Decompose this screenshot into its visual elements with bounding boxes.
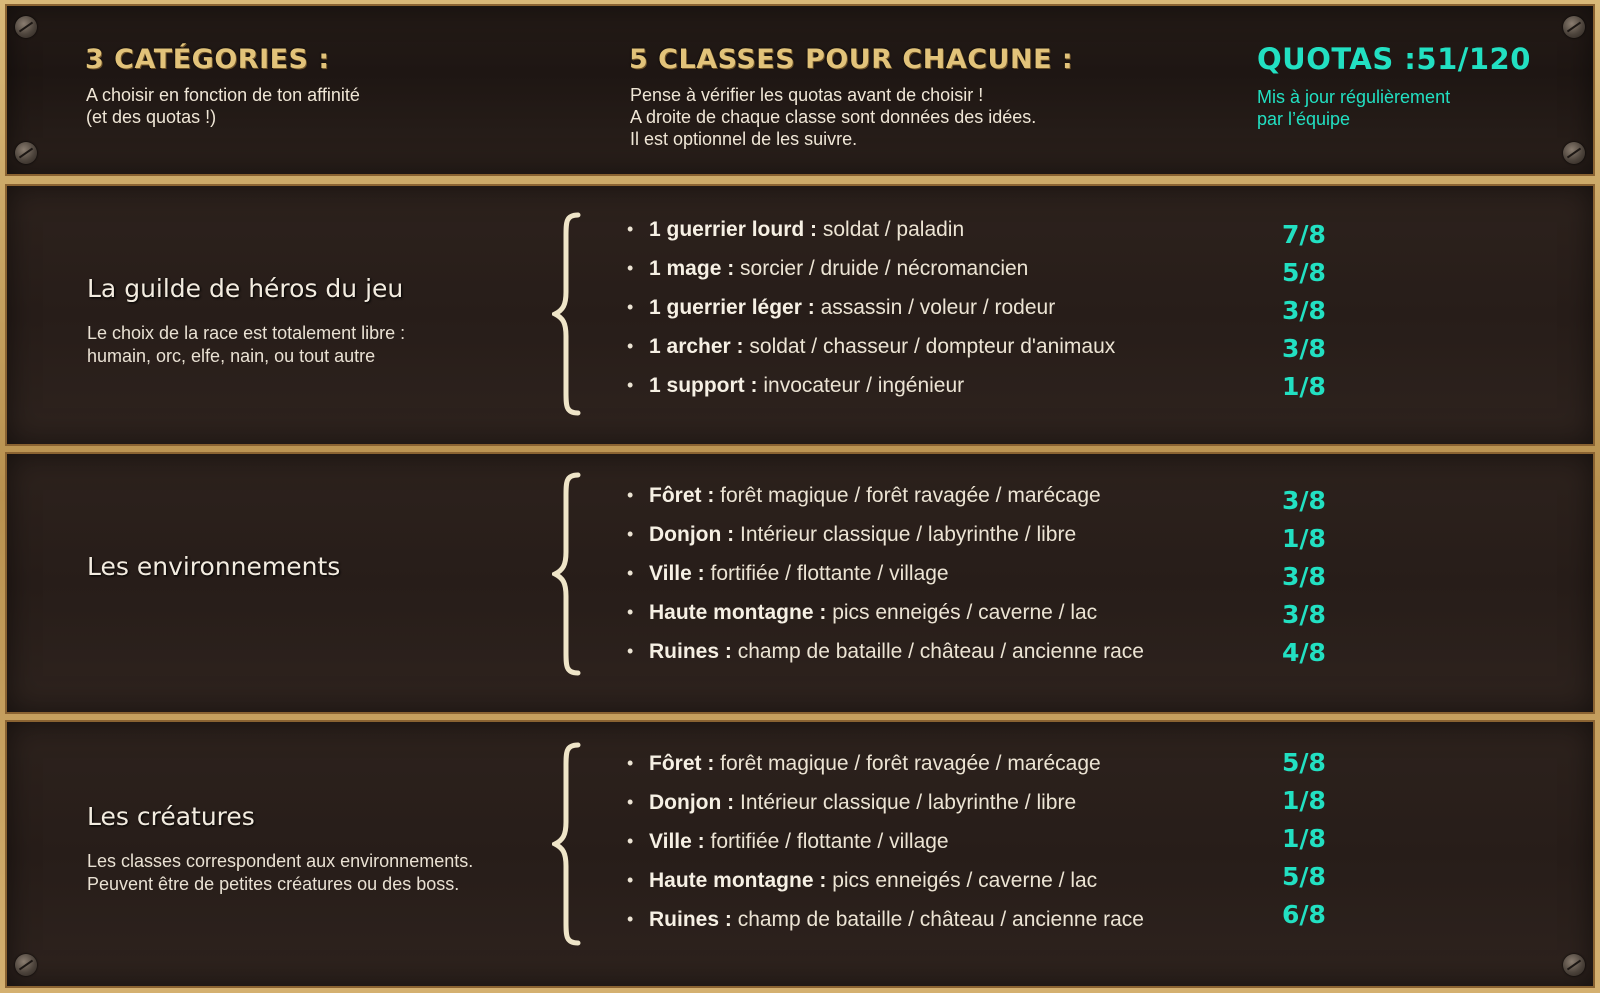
- list-item: • Fôret : forêt magique / forêt ravagée / marécage: [625, 476, 1144, 515]
- list-item: • Haute montagne : pics enneigés / caverne / lac: [625, 593, 1144, 632]
- quota-value: 6/8: [1282, 900, 1326, 929]
- classes-line-3: Il est optionnel de les suivre.: [630, 129, 858, 149]
- list-item: • Ruines : champ de bataille / château / ancienne race: [625, 632, 1144, 671]
- class-list: [625, 210, 1115, 405]
- list-item: • Ruines : champ de bataille / château / ancienne race: [625, 900, 1144, 939]
- section-desc-1: Le choix de la race est totalement libre :: [87, 323, 406, 343]
- section-desc-2: Peuvent être de petites créatures ou des boss.: [87, 874, 460, 894]
- quota-list: [1282, 216, 1326, 406]
- quota-value: 3/8: [1282, 334, 1326, 363]
- quota-value: 4/8: [1282, 638, 1326, 667]
- quota-value: 5/8: [1282, 748, 1326, 777]
- class-list: [625, 476, 1144, 671]
- quota-value: 3/8: [1282, 600, 1326, 629]
- curly-brace-icon: [552, 472, 592, 676]
- list-item: • Donjon : Intérieur classique / labyrinthe / libre: [625, 515, 1144, 554]
- quota-value: 1/8: [1282, 786, 1326, 815]
- section-desc-2: humain, orc, elfe, nain, ou tout autre: [87, 346, 376, 366]
- list-item: • 1 mage : sorcier / druide / nécromancien: [625, 249, 1115, 288]
- list-item: • 1 archer : soldat / chasseur / dompteur d'animaux: [625, 327, 1115, 366]
- screw-icon: [15, 142, 37, 164]
- header-board: [5, 4, 1595, 176]
- section-title: Les créatures: [87, 802, 255, 831]
- screw-icon: [1563, 142, 1585, 164]
- list-item: • 1 guerrier lourd : soldat / paladin: [625, 210, 1115, 249]
- list-item: • Ville : fortifiée / flottante / village: [625, 822, 1144, 861]
- categories-line-2: (et des quotas !): [86, 107, 217, 127]
- classes-line-2: A droite de chaque classe sont données des idées.: [630, 107, 1037, 127]
- list-item: • 1 support : invocateur / ingénieur: [625, 366, 1115, 405]
- curly-brace-icon: [552, 742, 592, 946]
- screw-icon: [1563, 954, 1585, 976]
- section-desc-1: Les classes correspondent aux environnements.: [87, 851, 474, 871]
- quotas-line-1: Mis à jour régulièrement: [1257, 87, 1451, 107]
- quotas-heading: QUOTAS :51/120: [1257, 42, 1531, 76]
- section-heroes: [5, 184, 1595, 446]
- categories-line-1: A choisir en fonction de ton affinité: [86, 85, 360, 105]
- quota-value: 3/8: [1282, 296, 1326, 325]
- curly-brace-icon: [552, 212, 592, 416]
- categories-heading: 3 CATÉGORIES :: [85, 44, 330, 75]
- quota-value: 3/8: [1282, 562, 1326, 591]
- list-item: • Fôret : forêt magique / forêt ravagée / marécage: [625, 744, 1144, 783]
- screw-icon: [1563, 16, 1585, 38]
- list-item: • Ville : fortifiée / flottante / village: [625, 554, 1144, 593]
- quota-value: 3/8: [1282, 486, 1326, 515]
- quota-list: [1282, 482, 1326, 672]
- classes-line-1: Pense à vérifier les quotas avant de choisir !: [630, 85, 984, 105]
- classes-heading: 5 CLASSES POUR CHACUNE :: [629, 44, 1074, 75]
- quota-value: 5/8: [1282, 258, 1326, 287]
- quota-list: [1282, 744, 1326, 934]
- screw-icon: [15, 954, 37, 976]
- quota-value: 5/8: [1282, 862, 1326, 891]
- class-list: [625, 744, 1144, 939]
- quota-value: 7/8: [1282, 220, 1326, 249]
- quota-value: 1/8: [1282, 524, 1326, 553]
- list-item: • Haute montagne : pics enneigés / caverne / lac: [625, 861, 1144, 900]
- list-item: • Donjon : Intérieur classique / labyrinthe / libre: [625, 783, 1144, 822]
- list-item: • 1 guerrier léger : assassin / voleur / rodeur: [625, 288, 1115, 327]
- section-environments: [5, 452, 1595, 714]
- section-title: Les environnements: [87, 552, 341, 581]
- section-title: La guilde de héros du jeu: [87, 274, 404, 303]
- quota-value: 1/8: [1282, 824, 1326, 853]
- quotas-line-2: par l’équipe: [1257, 109, 1351, 129]
- screw-icon: [15, 16, 37, 38]
- quota-value: 1/8: [1282, 372, 1326, 401]
- section-creatures: [5, 720, 1595, 988]
